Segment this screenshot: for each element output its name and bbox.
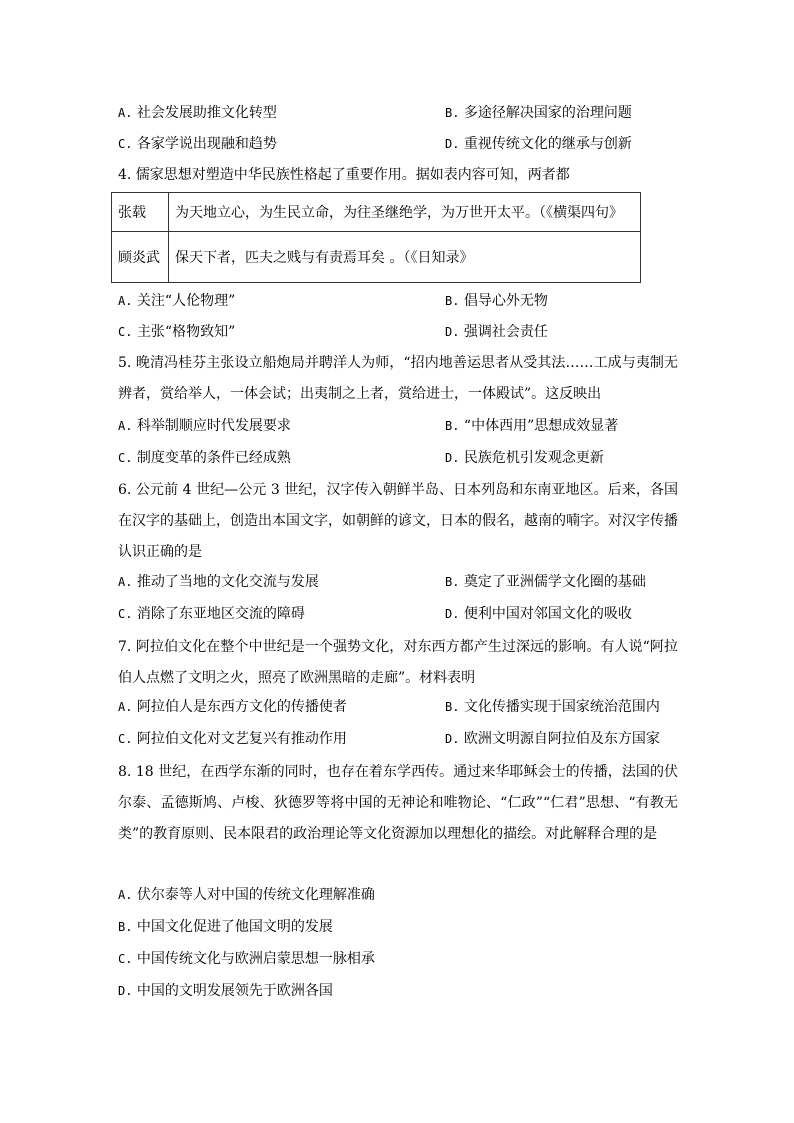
option-letter: B. <box>445 700 460 714</box>
option-text: 中国文化促进了他国文明的发展 <box>136 919 333 935</box>
option-text: 倡导心外无物 <box>463 293 548 309</box>
table-cell-quote: 保天下者，匹夫之贱与有责焉耳矣 。（《日知录》 <box>169 232 641 283</box>
table-row <box>112 232 641 283</box>
table-row <box>112 193 641 232</box>
option-letter: B. <box>445 419 460 433</box>
option-text: 多途径解决国家的治理问题 <box>463 105 632 121</box>
q3-option-c <box>118 134 277 154</box>
option-letter: B. <box>445 575 460 589</box>
table-cell-name: 张载 <box>112 193 169 232</box>
option-letter: C. <box>118 137 133 151</box>
table-cell-quote: 为天地立心，为生民立命，为往圣继绝学，为万世开太平。（《横渠四句》 <box>169 193 641 232</box>
option-text: 各家学说出现融和趋势 <box>136 136 277 152</box>
q3-option-a <box>118 103 277 123</box>
option-letter: C. <box>118 451 133 465</box>
option-letter: B. <box>445 106 460 120</box>
option-letter: A. <box>118 106 133 120</box>
option-letter: D. <box>445 137 460 151</box>
q4-option-a <box>118 291 235 311</box>
q4-stem: 4. 儒家思想对塑造中华民族性格起了重要作用。据如表内容可知，两者都 <box>118 167 570 183</box>
option-text: 社会发展助推文化转型 <box>136 105 277 121</box>
option-letter: A. <box>118 700 133 714</box>
option-letter: C. <box>118 732 133 746</box>
q8-stem: 8. 18 世纪，在西学东渐的同时，也存在着东学西传。通过来华耶稣会士的传播，法国的伏尔泰、孟德斯鸠、卢梭、狄德罗等将中国的无神论和唯物论、“仁政”“仁君”思想、“有教无类”的教育原则、民本限君的政治理论等文化资源加以理想化的描绘。对此解释合理的是 <box>118 764 678 842</box>
option-text: 重视传统文化的继承与创新 <box>463 136 632 152</box>
option-text: 推动了当地的文化交流与发展 <box>136 574 319 590</box>
option-text: 中国传统文化与欧洲启蒙思想一脉相承 <box>136 951 375 967</box>
option-letter: B. <box>118 920 133 934</box>
option-letter: C. <box>118 952 133 966</box>
option-text: 主张“格物致知” <box>136 324 236 340</box>
option-text: 文化传播实现于国家统治范围内 <box>463 699 660 715</box>
q5-option-c <box>118 448 291 468</box>
q7-option-c <box>118 729 347 749</box>
q6-option-c <box>118 604 305 624</box>
q6-option-a <box>118 572 319 592</box>
option-text: 便利中国对邻国文化的吸收 <box>463 606 632 622</box>
option-letter: C. <box>118 325 133 339</box>
option-text: 制度变革的条件已经成熟 <box>136 450 291 466</box>
q3-option-b <box>445 103 632 123</box>
option-text: 中国的文明发展领先于欧洲各国 <box>136 983 333 999</box>
q5-option-b <box>445 416 618 436</box>
option-text: 伏尔泰等人对中国的传统文化理解准确 <box>136 887 375 903</box>
option-text: 强调社会责任 <box>463 324 548 340</box>
q8-option-d <box>118 981 333 1001</box>
option-letter: A. <box>118 575 133 589</box>
option-text: 阿拉伯文化对文艺复兴有推动作用 <box>136 731 347 747</box>
option-letter: A. <box>118 419 133 433</box>
q4-option-c <box>118 322 235 342</box>
option-text: 民族危机引发观念更新 <box>463 450 604 466</box>
q7-stem: 7. 阿拉伯文化在整个中世纪是一个强势文化，对东西方都产生过深远的影响。有人说“阿拉伯人点燃了文明之火，照亮了欧洲黑暗的走廊”。材料表明 <box>118 639 678 686</box>
option-letter: B. <box>445 294 460 308</box>
option-text: 奠定了亚洲儒学文化圈的基础 <box>463 574 646 590</box>
q5-stem: 5. 晚清冯桂芬主张设立船炮局并聘洋人为师，“招内地善运思者从受其法……工成与夷制无辨者，赏给举人，一体会试；出夷制之上者，赏给进士，一体殿试”。这反映出 <box>118 355 678 402</box>
q6-option-d <box>445 604 632 624</box>
q6-stem: 6. 公元前 4 世纪—公元 3 世纪，汉字传入朝鲜半岛、日本列岛和东南亚地区。后来，各国在汉字的基础上，创造出本国文字，如朝鲜的谚文，日本的假名，越南的喃字。对汉字传播认识正确的是 <box>118 482 678 560</box>
option-letter: D. <box>445 325 460 339</box>
q5-option-d <box>445 448 604 468</box>
q4-quote-table <box>111 192 641 283</box>
option-text: 欧洲文明源自阿拉伯及东方国家 <box>463 731 660 747</box>
q8-option-b <box>118 917 333 937</box>
option-text: 消除了东亚地区交流的障碍 <box>136 606 305 622</box>
option-text: 科举制顺应时代发展要求 <box>136 418 291 434</box>
table-cell-name: 顾炎武 <box>112 232 169 283</box>
option-letter: D. <box>445 732 460 746</box>
option-text: “中体西用”思想成效显著 <box>463 418 619 434</box>
option-letter: A. <box>118 888 133 902</box>
q8-option-c <box>118 949 375 969</box>
q4-option-d <box>445 322 548 342</box>
option-letter: D. <box>118 984 133 998</box>
option-text: 阿拉伯人是东西方文化的传播使者 <box>136 699 347 715</box>
option-letter: D. <box>445 451 460 465</box>
q8-option-a <box>118 885 375 905</box>
option-letter: A. <box>118 294 133 308</box>
q5-option-a <box>118 416 291 436</box>
q7-option-b <box>445 697 660 717</box>
option-text: 关注“人伦物理” <box>136 293 236 309</box>
q7-option-d <box>445 729 660 749</box>
q3-option-d <box>445 134 632 154</box>
q4-option-b <box>445 291 548 311</box>
option-letter: D. <box>445 607 460 621</box>
option-letter: C. <box>118 607 133 621</box>
q7-option-a <box>118 697 347 717</box>
q6-option-b <box>445 572 646 592</box>
